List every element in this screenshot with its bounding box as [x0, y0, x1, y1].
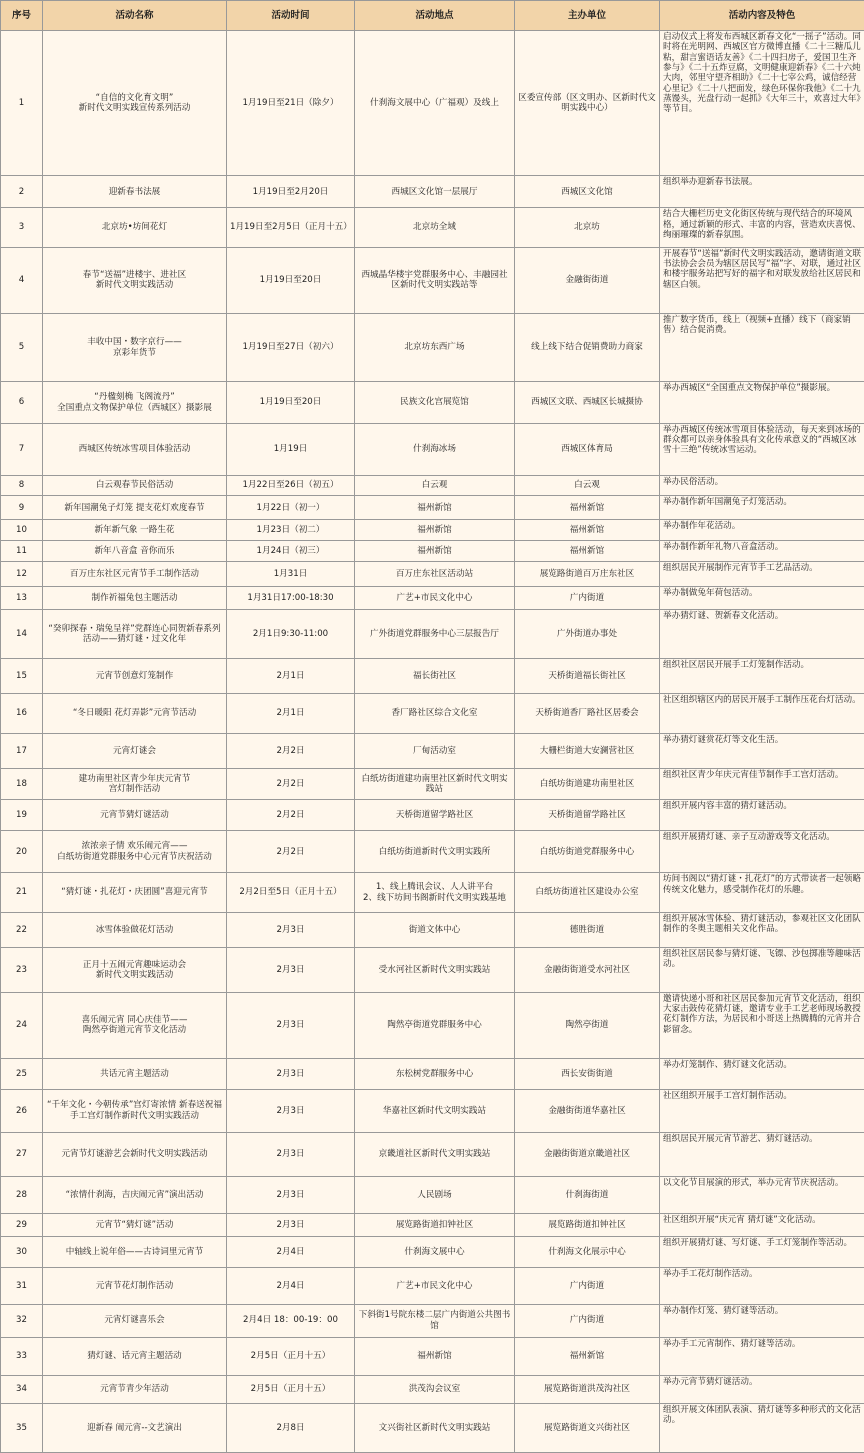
cell-name: 新年国潮兔子灯笼 提支花灯欢度春节 [43, 496, 227, 520]
table-row [1, 1090, 864, 1132]
cell-host: 白纸坊街道社区建设办公室 [515, 873, 660, 912]
cell-place: 天桥街道留学路社区 [355, 799, 515, 830]
cell-place: 1、线上腾讯会议、人人讲平台 2、线下坊间书阁新时代文明实践基地 [355, 873, 515, 912]
cell-name: 新年八音盒 音你而乐 [43, 540, 227, 561]
cell-time: 2月3日 [227, 992, 355, 1058]
cell-place: 街道文体中心 [355, 912, 515, 947]
cell-time: 2月5日（正月十五） [227, 1376, 355, 1404]
cell-time: 1月19日至21日（除夕） [227, 31, 355, 176]
table-row [1, 31, 864, 176]
cell-content: 组织居民开展制作元宵节手工艺品活动。 [660, 561, 864, 587]
cell-no: 31 [1, 1268, 43, 1304]
cell-content: 社区组织开展手工宫灯制作活动。 [660, 1090, 864, 1132]
cell-time: 2月4日 18：00-19：00 [227, 1304, 355, 1337]
cell-time: 2月3日 [227, 1132, 355, 1177]
cell-no: 26 [1, 1090, 43, 1132]
cell-host: 北京坊 [515, 208, 660, 247]
table-row [1, 587, 864, 610]
cell-host: 天桥街道香厂路社区居委会 [515, 694, 660, 733]
cell-time: 1月23日（初二） [227, 520, 355, 541]
cell-no: 30 [1, 1237, 43, 1268]
cell-time: 1月19日至2月20日 [227, 176, 355, 208]
cell-time: 2月3日 [227, 948, 355, 993]
cell-name: “千年文化・今朝传承”宫灯寄浓情 新春送祝福 手工宫灯制作新时代文明实践活动 [43, 1090, 227, 1132]
cell-name: “冬日暖阳 花灯弄影”元宵节活动 [43, 694, 227, 733]
cell-no: 22 [1, 912, 43, 947]
cell-name: 元宵灯谜会 [43, 733, 227, 768]
cell-content: 举办元宵节猜灯谜活动。 [660, 1376, 864, 1404]
cell-place: 京畿道社区新时代文明实践站 [355, 1132, 515, 1177]
cell-name: “浓情什刹海，吉庆闹元宵”演出活动 [43, 1177, 227, 1214]
cell-place: 民族文化宫展览馆 [355, 382, 515, 423]
table-row [1, 176, 864, 208]
table-row [1, 1376, 864, 1404]
cell-no: 33 [1, 1337, 43, 1375]
cell-time: 1月22日（初一） [227, 496, 355, 520]
cell-content: 举办制作新年国潮兔子灯笼活动。 [660, 496, 864, 520]
cell-place: 白纸坊街道建功南里社区新时代文明实践站 [355, 768, 515, 799]
cell-time: 1月19日至20日 [227, 382, 355, 423]
cell-no: 21 [1, 873, 43, 912]
cell-no: 14 [1, 610, 43, 659]
cell-place: 华嘉社区新时代文明实践站 [355, 1090, 515, 1132]
table-row [1, 658, 864, 693]
table-row [1, 1337, 864, 1375]
cell-name: “自信的文化育文明” 新时代文明实践宣传系列活动 [43, 31, 227, 176]
cell-host: 西城区体育局 [515, 423, 660, 475]
table-row [1, 247, 864, 313]
cell-place: 福长街社区 [355, 658, 515, 693]
cell-time: 1月31日17:00-18:30 [227, 587, 355, 610]
cell-content: 举办手工花灯制作活动。 [660, 1268, 864, 1304]
table-row [1, 540, 864, 561]
table-body [1, 31, 864, 1453]
cell-time: 2月1日9:30-11:00 [227, 610, 355, 659]
cell-no: 29 [1, 1214, 43, 1237]
cell-no: 15 [1, 658, 43, 693]
table-row [1, 423, 864, 475]
cell-no: 17 [1, 733, 43, 768]
cell-time: 1月22日至26日（初五） [227, 475, 355, 496]
cell-content: 组织开展猜灯谜、写灯谜、手工灯笼制作等活动。 [660, 1237, 864, 1268]
cell-content: 推广数字货币，线上（视频+直播）线下（商家销售）结合促消费。 [660, 313, 864, 381]
cell-host: 展览路街道文兴街社区 [515, 1403, 660, 1452]
cell-place: 福州新馆 [355, 1337, 515, 1375]
cell-host: 白纸坊街道党群服务中心 [515, 830, 660, 872]
table-row [1, 313, 864, 381]
cell-time: 2月3日 [227, 1177, 355, 1214]
cell-name: 元宵节花灯制作活动 [43, 1268, 227, 1304]
cell-content: 组织社区居民开展手工灯笼制作活动。 [660, 658, 864, 693]
cell-time: 2月2日 [227, 799, 355, 830]
cell-time: 1月19日至2月5日（正月十五） [227, 208, 355, 247]
cell-host: 区委宣传部（区文明办、区新时代文明实践中心） [515, 31, 660, 176]
cell-no: 8 [1, 475, 43, 496]
cell-content: 举办西城区传统冰雪项目体验活动，每天来到冰场的群众都可以亲身体验具有文化传承意义的“西城区冰雪十三绝”传统冰雪运动。 [660, 423, 864, 475]
cell-no: 16 [1, 694, 43, 733]
cell-name: 浓浓亲子情 欢乐闹元宵—— 白纸坊街道党群服务中心元宵节庆祝活动 [43, 830, 227, 872]
cell-name: 元宵节创意灯笼制作 [43, 658, 227, 693]
cell-place: 北京坊全域 [355, 208, 515, 247]
cell-host: 广内街道 [515, 587, 660, 610]
table-row [1, 912, 864, 947]
cell-content: 坊间书阁以“猜灯谜・扎花灯”的方式带读者一起领略传统文化魅力，感受制作花灯的乐趣。 [660, 873, 864, 912]
cell-time: 2月3日 [227, 1090, 355, 1132]
cell-host: 广内街道 [515, 1268, 660, 1304]
cell-content: 社区组织辖区内的居民开展手工制作压花台灯活动。 [660, 694, 864, 733]
cell-place: 东松树党群服务中心 [355, 1058, 515, 1089]
cell-host: 什刹海街道 [515, 1177, 660, 1214]
cell-name: 制作祈福兔包主题活动 [43, 587, 227, 610]
cell-name: “癸卯探春・瑞兔呈祥”党群连心同贺新春系列活动——猜灯谜・过文化年 [43, 610, 227, 659]
cell-no: 20 [1, 830, 43, 872]
cell-time: 1月19日 [227, 423, 355, 475]
cell-no: 34 [1, 1376, 43, 1404]
cell-content: 邀请快递小哥和社区居民参加元宵节文化活动，组织大家击鼓传花猜灯谜，邀请专业手工艺老师现场教授花灯制作方法，为居民和小哥送上热腾腾的元宵并合影留念。 [660, 992, 864, 1058]
cell-host: 金融街街道华嘉社区 [515, 1090, 660, 1132]
cell-content: 组织社区青少年庆元宵佳节制作手工宫灯活动。 [660, 768, 864, 799]
cell-time: 2月3日 [227, 1058, 355, 1089]
cell-time: 2月1日 [227, 658, 355, 693]
cell-no: 7 [1, 423, 43, 475]
cell-host: 天桥街道留学路社区 [515, 799, 660, 830]
cell-content: 举办手工元宵制作、猜灯谜等活动。 [660, 1337, 864, 1375]
header-time: 活动时间 [227, 1, 355, 31]
cell-place: 受水河社区新时代文明实践站 [355, 948, 515, 993]
cell-content: 启动仪式上将发布西城区新春文化“一摇子”活动。同时将在光明网、西城区官方微博直播《二十三糖瓜儿粘，甜言蜜语话友善》《二十四扫房子，爱国卫生齐参与》《二十五炸豆腐，文明健康迎新春》《二十六炖大肉，邻里守望齐相助》《二十七宰公鸡，诚信经营心里记》《二十八把面发，绿色环保你我他》《二十九蒸馒头，光盘行动一起抓》《大年三十，欢喜过大年》等节目。 [660, 31, 864, 176]
cell-content: 举办猜灯谜赏花灯等文化生活。 [660, 733, 864, 768]
header-place: 活动地点 [355, 1, 515, 31]
cell-no: 35 [1, 1403, 43, 1452]
table-row [1, 610, 864, 659]
cell-name: 元宵节青少年活动 [43, 1376, 227, 1404]
table-row [1, 208, 864, 247]
table-row [1, 1214, 864, 1237]
cell-host: 西长安街街道 [515, 1058, 660, 1089]
cell-name: 春节“送福”进楼宇、进社区 新时代文明实践活动 [43, 247, 227, 313]
cell-no: 9 [1, 496, 43, 520]
cell-place: 白云观 [355, 475, 515, 496]
cell-place: 文兴街社区新时代文明实践站 [355, 1403, 515, 1452]
header-host: 主办单位 [515, 1, 660, 31]
cell-host: 西城区文化馆 [515, 176, 660, 208]
table-header [1, 1, 864, 31]
cell-time: 2月2日至5日（正月十五） [227, 873, 355, 912]
cell-content: 组织开展猜灯谜、亲子互动游戏等文化活动。 [660, 830, 864, 872]
cell-place: 什刹海文展中心（广福观）及线上 [355, 31, 515, 176]
cell-time: 2月2日 [227, 733, 355, 768]
cell-content: 以文化节目展演的形式，举办元宵节庆祝活动。 [660, 1177, 864, 1214]
cell-place: 广外街道党群服务中心三层报告厅 [355, 610, 515, 659]
cell-content: 举办猜灯谜、贺新春文化活动。 [660, 610, 864, 659]
cell-content: 举办制作新年礼物八音盒活动。 [660, 540, 864, 561]
cell-time: 1月19日至27日（初六） [227, 313, 355, 381]
cell-place: 福州新馆 [355, 496, 515, 520]
header-name: 活动名称 [43, 1, 227, 31]
cell-host: 白云观 [515, 475, 660, 496]
cell-name: 元宵节猜灯谜活动 [43, 799, 227, 830]
table-row [1, 768, 864, 799]
table-row [1, 520, 864, 541]
cell-no: 23 [1, 948, 43, 993]
cell-name: 冰雪体验做花灯活动 [43, 912, 227, 947]
cell-content: 举办民俗活动。 [660, 475, 864, 496]
cell-name: 元宵节灯谜游艺会新时代文明实践活动 [43, 1132, 227, 1177]
cell-name: 迎新春 闹元宵--文艺演出 [43, 1403, 227, 1452]
cell-place: 厂甸活动室 [355, 733, 515, 768]
cell-content: 组织社区居民参与猜灯谜、飞镖、沙包掷准等趣味活动。 [660, 948, 864, 993]
cell-no: 28 [1, 1177, 43, 1214]
cell-time: 2月5日（正月十五） [227, 1337, 355, 1375]
cell-name: 西城区传统冰雪项目体验活动 [43, 423, 227, 475]
cell-time: 2月3日 [227, 1214, 355, 1237]
table-row [1, 1058, 864, 1089]
table-row [1, 830, 864, 872]
cell-content: 结合大栅栏历史文化街区传统与现代结合的环境风格，通过新颖的形式、丰富的内容，营造欢庆喜悦、绚丽璀璨的新春氛围。 [660, 208, 864, 247]
table-row [1, 382, 864, 423]
cell-place: 福州新馆 [355, 520, 515, 541]
header-no: 序号 [1, 1, 43, 31]
cell-host: 天桥街道福长街社区 [515, 658, 660, 693]
cell-host: 大栅栏街道大安澜营社区 [515, 733, 660, 768]
cell-time: 2月4日 [227, 1237, 355, 1268]
cell-time: 2月2日 [227, 830, 355, 872]
cell-name: “猜灯谜・扎花灯・庆团圆”喜迎元宵节 [43, 873, 227, 912]
header-content: 活动内容及特色 [660, 1, 864, 31]
cell-time: 1月19日至20日 [227, 247, 355, 313]
cell-name: 猜灯谜、话元宵主题活动 [43, 1337, 227, 1375]
cell-host: 金融街街道受水河社区 [515, 948, 660, 993]
cell-place: 香厂路社区综合文化室 [355, 694, 515, 733]
cell-content: 举办灯笼制作、猜灯谜文化活动。 [660, 1058, 864, 1089]
cell-time: 1月31日 [227, 561, 355, 587]
cell-time: 1月24日（初三） [227, 540, 355, 561]
cell-place: 百万庄东社区活动站 [355, 561, 515, 587]
cell-host: 福州新馆 [515, 540, 660, 561]
cell-place: 北京坊东西广场 [355, 313, 515, 381]
cell-name: 中轴线上说年俗——古诗词里元宵节 [43, 1237, 227, 1268]
cell-content: 组织开展内容丰富的猜灯谜活动。 [660, 799, 864, 830]
cell-no: 24 [1, 992, 43, 1058]
cell-content: 组织开展文体团队表演、猜灯谜等多种形式的文化活动。 [660, 1403, 864, 1452]
cell-host: 陶然亭街道 [515, 992, 660, 1058]
cell-host: 展览路街道扣钟社区 [515, 1214, 660, 1237]
table-row [1, 561, 864, 587]
cell-no: 27 [1, 1132, 43, 1177]
cell-host: 线上线下结合促销费助力商家 [515, 313, 660, 381]
cell-no: 4 [1, 247, 43, 313]
cell-content: 举办制做兔年荷包活动。 [660, 587, 864, 610]
cell-name: 迎新春书法展 [43, 176, 227, 208]
cell-no: 5 [1, 313, 43, 381]
cell-place: 福州新馆 [355, 540, 515, 561]
cell-host: 金融街街道京畿道社区 [515, 1132, 660, 1177]
cell-content: 社区组织开展“庆元宵 猜灯谜”文化活动。 [660, 1214, 864, 1237]
cell-place: 西城晶华楼宇党群服务中心、丰融园社区新时代文明实践站等 [355, 247, 515, 313]
cell-host: 金融街街道 [515, 247, 660, 313]
cell-host: 福州新馆 [515, 520, 660, 541]
cell-host: 福州新馆 [515, 1337, 660, 1375]
cell-time: 2月8日 [227, 1403, 355, 1452]
cell-no: 11 [1, 540, 43, 561]
cell-place: 下斜街1号院东楼二层广内街道公共图书馆 [355, 1304, 515, 1337]
cell-no: 12 [1, 561, 43, 587]
cell-no: 19 [1, 799, 43, 830]
cell-name: 建功南里社区青少年庆元宵节 宫灯制作活动 [43, 768, 227, 799]
table-row [1, 496, 864, 520]
cell-no: 18 [1, 768, 43, 799]
table-row [1, 1177, 864, 1214]
cell-time: 2月3日 [227, 912, 355, 947]
cell-no: 3 [1, 208, 43, 247]
table-row [1, 1132, 864, 1177]
cell-place: 广艺+市民文化中心 [355, 587, 515, 610]
cell-host: 广外街道办事处 [515, 610, 660, 659]
cell-no: 10 [1, 520, 43, 541]
cell-content: 举办制作年花活动。 [660, 520, 864, 541]
table-row [1, 1268, 864, 1304]
cell-no: 32 [1, 1304, 43, 1337]
cell-place: 陶然亭街道党群服务中心 [355, 992, 515, 1058]
table-row [1, 799, 864, 830]
cell-host: 广内街道 [515, 1304, 660, 1337]
cell-time: 2月1日 [227, 694, 355, 733]
cell-name: 丰收中国・数字京行—— 京彩年货节 [43, 313, 227, 381]
table-row [1, 1403, 864, 1452]
table-row [1, 992, 864, 1058]
cell-no: 6 [1, 382, 43, 423]
table-row [1, 1304, 864, 1337]
cell-name: 元宵节“猜灯谜”活动 [43, 1214, 227, 1237]
table-row [1, 873, 864, 912]
cell-host: 什刹海文化展示中心 [515, 1237, 660, 1268]
cell-place: 洪茂沟会议室 [355, 1376, 515, 1404]
cell-content: 组织居民开展元宵节游艺、猜灯谜活动。 [660, 1132, 864, 1177]
cell-name: 白云观春节民俗活动 [43, 475, 227, 496]
cell-name: 百万庄东社区元宵节手工制作活动 [43, 561, 227, 587]
cell-name: 新年新气象 一路生花 [43, 520, 227, 541]
cell-content: 开展春节“送福”新时代文明实践活动，邀请街道文联书法协会会员为辖区居民写“福”字、对联，通过社区和楼宇服务站把写好的福字和对联发放给社区居民和辖区白领。 [660, 247, 864, 313]
cell-time: 2月2日 [227, 768, 355, 799]
cell-place: 白纸坊街道新时代文明实践所 [355, 830, 515, 872]
cell-place: 人民剧场 [355, 1177, 515, 1214]
cell-place: 广艺+市民文化中心 [355, 1268, 515, 1304]
cell-time: 2月4日 [227, 1268, 355, 1304]
cell-name: 正月十五闹元宵趣味运动会 新时代文明实践活动 [43, 948, 227, 993]
table-row [1, 1237, 864, 1268]
cell-content: 组织开展冰雪体验、猜灯谜活动，参观社区文化团队制作的冬奥主题相关文化作品。 [660, 912, 864, 947]
cell-name: 元宵灯谜喜乐会 [43, 1304, 227, 1337]
cell-place: 什刹海冰场 [355, 423, 515, 475]
header-row [1, 1, 864, 31]
cell-content: 举办西城区“全国重点文物保护单位”摄影展。 [660, 382, 864, 423]
cell-no: 1 [1, 31, 43, 176]
cell-host: 白纸坊街道建功南里社区 [515, 768, 660, 799]
table-row [1, 733, 864, 768]
cell-place: 什刹海文展中心 [355, 1237, 515, 1268]
cell-no: 13 [1, 587, 43, 610]
cell-host: 西城区文联、西城区长城摄协 [515, 382, 660, 423]
cell-no: 2 [1, 176, 43, 208]
cell-name: “丹楹刻桷 飞阁流丹” 全国重点文物保护单位（西城区）摄影展 [43, 382, 227, 423]
cell-name: 北京坊•坊间花灯 [43, 208, 227, 247]
cell-name: 共话元宵主题活动 [43, 1058, 227, 1089]
cell-place: 西城区文化馆一层展厅 [355, 176, 515, 208]
table-row [1, 475, 864, 496]
cell-name: 喜乐闹元宵 同心庆佳节—— 陶然亭街道元宵节文化活动 [43, 992, 227, 1058]
cell-host: 福州新馆 [515, 496, 660, 520]
cell-host: 展览路街道洪茂沟社区 [515, 1376, 660, 1404]
table-row [1, 948, 864, 993]
cell-content: 组织举办迎新春书法展。 [660, 176, 864, 208]
cell-host: 展览路街道百万庄东社区 [515, 561, 660, 587]
cell-place: 展览路街道扣钟社区 [355, 1214, 515, 1237]
table-row [1, 694, 864, 733]
cell-content: 举办制作灯笼、猜灯谜等活动。 [660, 1304, 864, 1337]
cell-host: 德胜街道 [515, 912, 660, 947]
cell-no: 25 [1, 1058, 43, 1089]
